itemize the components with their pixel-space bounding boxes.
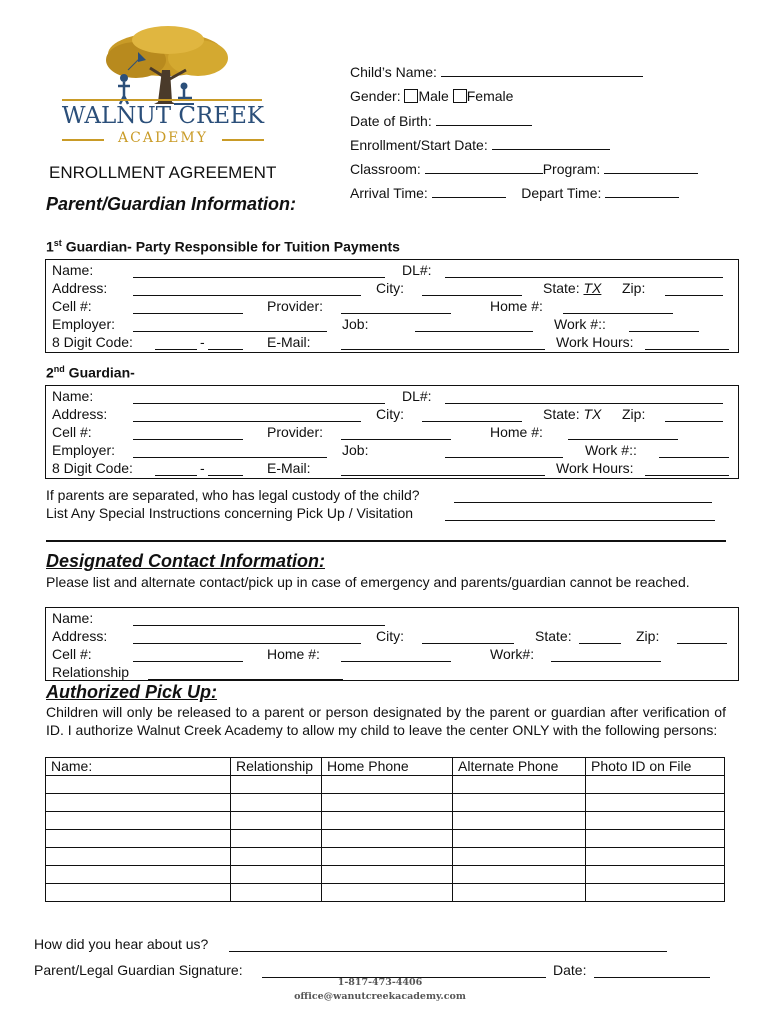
g1-code-dash: - (200, 334, 205, 350)
g2-cell-label: Cell #: (52, 424, 92, 440)
pickup-row (46, 848, 725, 866)
contact-name-input[interactable] (133, 612, 385, 626)
guardian2-heading: 2nd Guardian- (46, 364, 135, 381)
arrival-label: Arrival Time: (350, 185, 428, 201)
pickup-cell[interactable] (453, 866, 586, 884)
pickup-cell[interactable] (46, 794, 231, 812)
pickup-cell[interactable] (46, 776, 231, 794)
gender-field (350, 88, 513, 105)
g2-address-input[interactable] (133, 408, 361, 422)
g1-provider-input[interactable] (341, 300, 451, 314)
contact-state-label: State: (535, 628, 572, 644)
contact-name-label: Name: (52, 610, 94, 626)
g1-provider-label: Provider: (267, 298, 324, 314)
g2-dl-input[interactable] (445, 390, 723, 404)
g2-home-label: Home #: (490, 424, 543, 440)
hear-label: How did you hear about us? (34, 936, 209, 952)
section-divider (46, 540, 726, 542)
pickup-cell[interactable] (46, 830, 231, 848)
pickup-cell[interactable] (322, 848, 453, 866)
g2-email-label: E-Mail: (267, 460, 311, 476)
pickup-cell[interactable] (46, 848, 231, 866)
pickup-intro: Children will only be released to a parent or person designated by the parent or guardian after verification of ID. I authorize Walnut Creek Academy to allow my child to leave the center ONLY with the following persons: (46, 704, 726, 738)
g1-email-label: E-Mail: (267, 334, 311, 350)
g2-state-label: State: TX (543, 406, 602, 422)
pickup-row (46, 776, 725, 794)
signature-label: Parent/Legal Guardian Signature: (34, 962, 243, 978)
guardian1-heading: 1st Guardian- Party Responsible for Tuition Payments (46, 238, 400, 255)
dob-label: Date of Birth: (350, 113, 432, 129)
g2-employer-input[interactable] (133, 444, 327, 458)
g2-work-input[interactable] (659, 444, 729, 458)
col-relationship-header: Relationship (231, 758, 322, 776)
pickup-cell[interactable] (453, 794, 586, 812)
pickup-cell[interactable] (46, 812, 231, 830)
hear-input[interactable] (229, 938, 667, 952)
contact-zip-label: Zip: (636, 628, 660, 644)
g2-provider-input[interactable] (341, 426, 451, 440)
g1-email-input[interactable] (341, 336, 545, 350)
pickup-cell[interactable] (322, 794, 453, 812)
g1-zip-label: Zip: (622, 280, 646, 296)
g2-address-label: Address: (52, 406, 108, 422)
pickup-title: Authorized Pick Up: (46, 682, 218, 702)
col-alt-phone-header: Alternate Phone (453, 758, 586, 776)
g1-code-label: 8 Digit Code: (52, 334, 133, 350)
g2-home-input[interactable] (568, 426, 678, 440)
g2-work-label: Work #:: (585, 442, 637, 458)
logo-rule-right (222, 139, 264, 141)
pickup-row (46, 866, 725, 884)
contact-address-input[interactable] (133, 630, 361, 644)
pickup-cell[interactable] (231, 866, 322, 884)
g2-city-input[interactable] (422, 408, 522, 422)
pickup-cell[interactable] (46, 866, 231, 884)
custody-input[interactable] (454, 489, 712, 503)
g2-employer-label: Employer: (52, 442, 116, 458)
g1-work-input[interactable] (629, 318, 699, 332)
g1-name-input[interactable] (133, 264, 385, 278)
female-label: Female (466, 88, 514, 104)
pickup-cell[interactable] (231, 812, 322, 830)
g2-work-hours-label: Work Hours: (556, 460, 634, 476)
dob-field[interactable] (350, 112, 532, 130)
depart-label: Depart Time: (521, 185, 602, 201)
g2-zip-input[interactable] (665, 408, 723, 422)
g1-name-label: Name: (52, 262, 94, 278)
g2-job-label: Job: (342, 442, 369, 458)
instructions-input[interactable] (445, 507, 715, 521)
g2-name-label: Name: (52, 388, 94, 404)
pickup-cell[interactable] (453, 830, 586, 848)
gender-label: Gender: (350, 88, 401, 104)
g1-dl-label: DL#: (402, 262, 432, 278)
date-input[interactable] (594, 964, 710, 978)
enroll-date-label: Enrollment/Start Date: (350, 137, 488, 153)
contact-city-input[interactable] (422, 630, 514, 644)
contact-cell-input[interactable] (133, 648, 243, 662)
male-label: Male (418, 88, 449, 104)
logo-name: WALNUT CREEK (61, 103, 265, 129)
pickup-cell[interactable] (322, 866, 453, 884)
contact-state-input[interactable] (579, 630, 621, 644)
g2-zip-label: Zip: (622, 406, 646, 422)
form-title: ENROLLMENT AGREEMENT (49, 163, 277, 182)
g2-provider-label: Provider: (267, 424, 324, 440)
pickup-cell[interactable] (231, 848, 322, 866)
instructions-label: List Any Special Instructions concerning Pick Up / Visitation (46, 505, 414, 521)
contact-work-label: Work#: (490, 646, 535, 662)
pickup-row (46, 812, 725, 830)
g1-work-hours-label: Work Hours: (556, 334, 634, 350)
pickup-cell[interactable] (586, 794, 725, 812)
g2-name-input[interactable] (133, 390, 385, 404)
custody-label: If parents are separated, who has legal custody of the child? (46, 487, 420, 503)
g1-zip-input[interactable] (665, 282, 723, 296)
pickup-cell[interactable] (231, 794, 322, 812)
pickup-row (46, 794, 725, 812)
g1-work-label: Work #:: (554, 316, 606, 332)
enroll-date-field[interactable] (350, 136, 610, 154)
footer-email: office@wanutcreekacademy.com (294, 991, 466, 1002)
section-title-parent: Parent/Guardian Information: (46, 194, 297, 214)
pickup-cell[interactable] (322, 776, 453, 794)
pickup-cell[interactable] (586, 866, 725, 884)
academy-logo (58, 22, 268, 154)
g1-job-label: Job: (342, 316, 369, 332)
g1-employer-input[interactable] (133, 318, 327, 332)
pickup-row (46, 830, 725, 848)
g1-job-input[interactable] (415, 318, 533, 332)
footer-phone: 1-817-473-4406 (337, 977, 423, 988)
g1-city-label: City: (376, 280, 404, 296)
g1-cell-input[interactable] (133, 300, 243, 314)
pickup-header-row (46, 758, 725, 776)
g2-work-hours-input[interactable] (645, 462, 729, 476)
g2-job-input[interactable] (445, 444, 563, 458)
g2-email-input[interactable] (341, 462, 545, 476)
g2-city-label: City: (376, 406, 404, 422)
pickup-cell[interactable] (586, 848, 725, 866)
contact-cell-label: Cell #: (52, 646, 92, 662)
child-name-label: Child’s Name: (350, 64, 437, 80)
g1-code-input-b[interactable] (208, 336, 243, 350)
pickup-cell[interactable] (46, 884, 231, 902)
g1-city-input[interactable] (422, 282, 522, 296)
classroom-label: Classroom: (350, 161, 421, 177)
pickup-cell[interactable] (231, 884, 322, 902)
pickup-cell[interactable] (586, 830, 725, 848)
logo-sub: ACADEMY (118, 130, 208, 146)
pickup-cell[interactable] (453, 848, 586, 866)
child-name-field[interactable] (350, 63, 643, 81)
g2-cell-input[interactable] (133, 426, 243, 440)
g1-home-label: Home #: (490, 298, 543, 314)
date-label: Date: (553, 962, 587, 978)
female-checkbox[interactable] (453, 89, 467, 103)
contact-home-label: Home #: (267, 646, 320, 662)
g2-dl-label: DL#: (402, 388, 432, 404)
pickup-cell[interactable] (231, 830, 322, 848)
contact-title: Designated Contact Information: (46, 551, 326, 571)
pickup-cell[interactable] (586, 776, 725, 794)
pickup-row (46, 884, 725, 902)
contact-city-label: City: (376, 628, 404, 644)
g1-state-label: State: TX (543, 280, 602, 296)
contact-home-input[interactable] (341, 648, 451, 662)
pickup-cell[interactable] (322, 884, 453, 902)
g1-address-input[interactable] (133, 282, 361, 296)
pickup-cell[interactable] (322, 812, 453, 830)
contact-work-input[interactable] (551, 648, 661, 662)
col-photo-id-header: Photo ID on File (586, 758, 725, 776)
contact-intro: Please list and alternate contact/pick up in case of emergency and parents/guardian cannot be reached. (46, 574, 690, 590)
logo-rule-top (62, 99, 262, 101)
col-home-phone-header: Home Phone (322, 758, 453, 776)
g1-cell-label: Cell #: (52, 298, 92, 314)
contact-relationship-input[interactable] (148, 666, 343, 680)
pickup-cell[interactable] (586, 884, 725, 902)
program-label: Program: (542, 161, 601, 177)
contact-zip-input[interactable] (677, 630, 727, 644)
arrival-field[interactable] (350, 184, 679, 202)
g1-work-hours-input[interactable] (645, 336, 729, 350)
pickup-cell[interactable] (586, 812, 725, 830)
g2-code-label: 8 Digit Code: (52, 460, 133, 476)
contact-address-label: Address: (52, 628, 108, 644)
g1-employer-label: Employer: (52, 316, 116, 332)
pickup-table (45, 757, 725, 902)
classroom-field[interactable] (350, 160, 698, 178)
pickup-cell[interactable] (322, 830, 453, 848)
g1-code-input-a[interactable] (155, 336, 197, 350)
pickup-cell[interactable] (453, 776, 586, 794)
col-name-header: Name: (46, 758, 231, 776)
g1-address-label: Address: (52, 280, 108, 296)
g2-code-dash: - (200, 460, 205, 476)
g1-home-input[interactable] (563, 300, 673, 314)
g2-code-input-b[interactable] (208, 462, 243, 476)
pickup-cell[interactable] (453, 884, 586, 902)
male-checkbox[interactable] (404, 89, 418, 103)
g1-dl-input[interactable] (445, 264, 723, 278)
pickup-cell[interactable] (231, 776, 322, 794)
g2-code-input-a[interactable] (155, 462, 197, 476)
contact-relationship-label: Relationship (52, 664, 130, 680)
pickup-cell[interactable] (453, 812, 586, 830)
